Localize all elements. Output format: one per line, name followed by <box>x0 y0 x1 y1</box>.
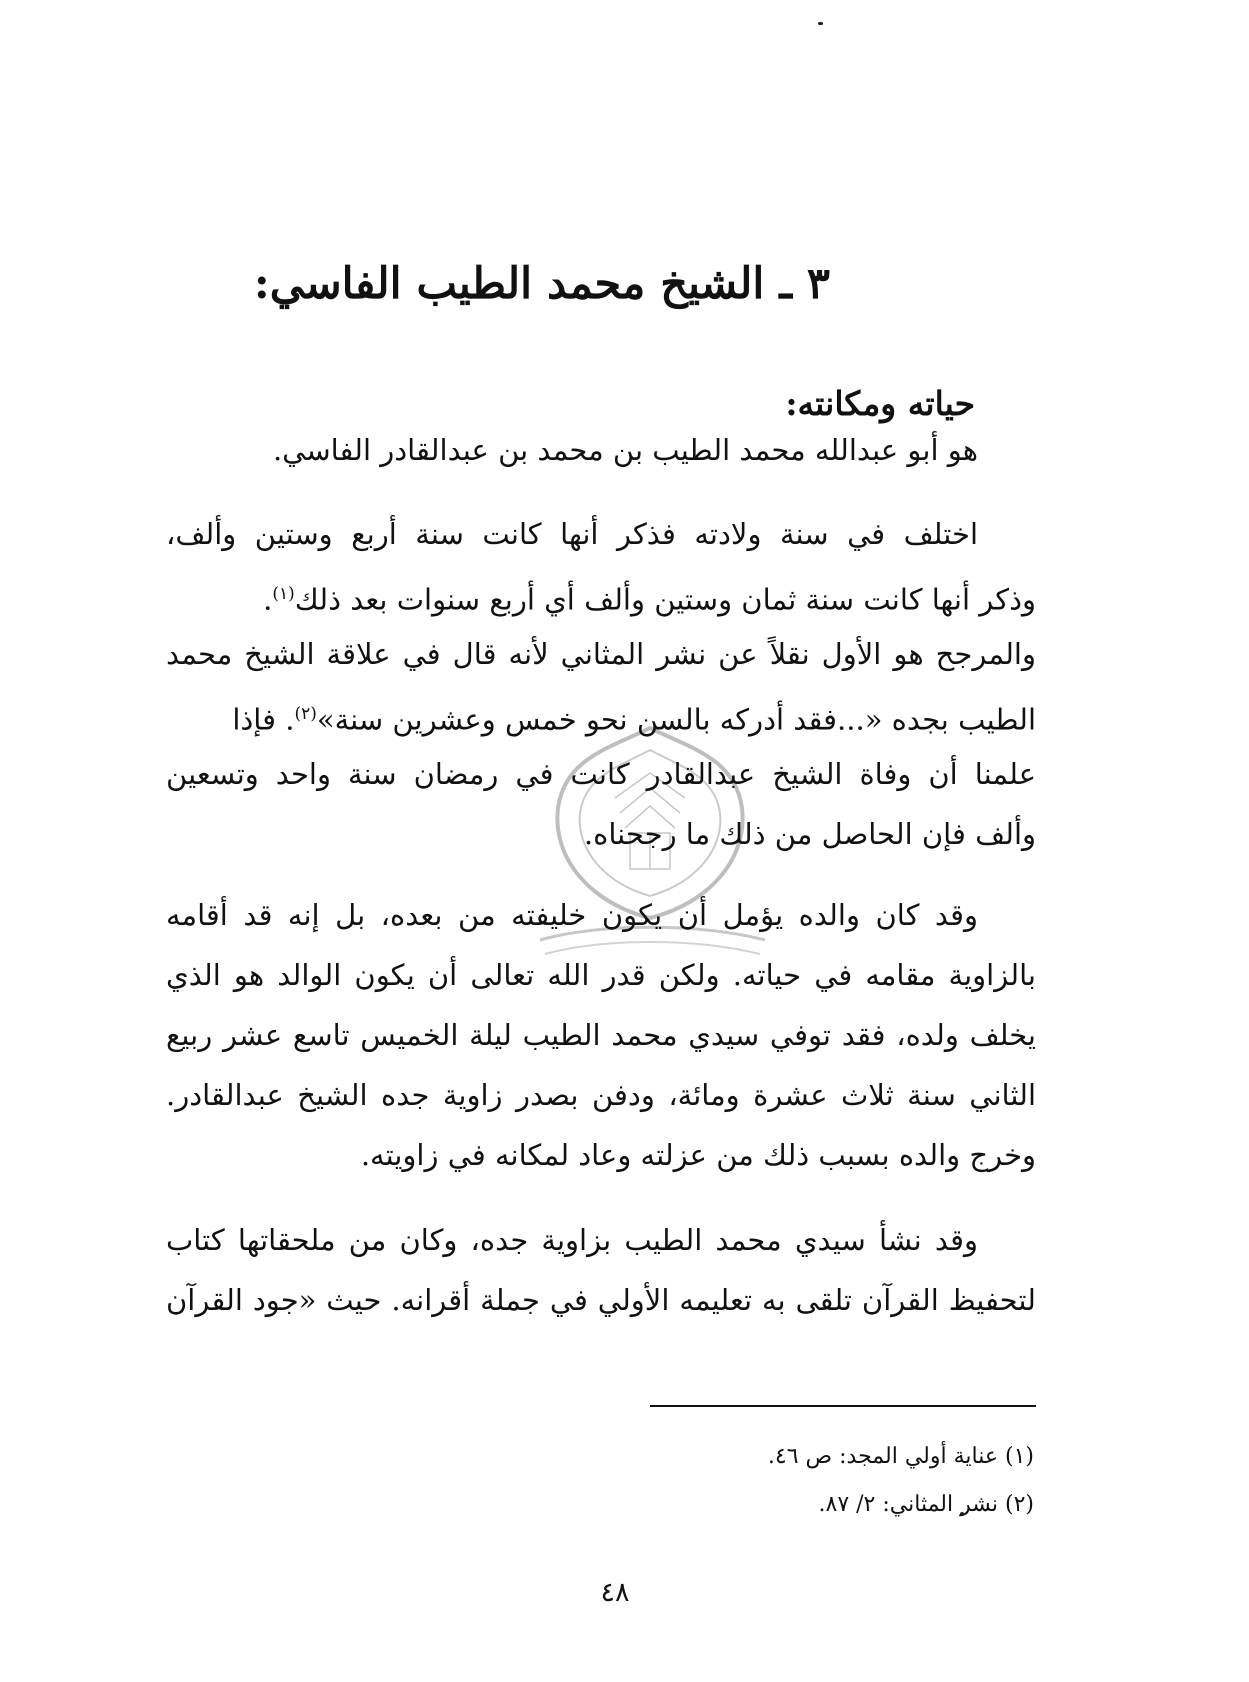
footnote-divider <box>650 1405 1036 1407</box>
text-line: وخرج والده بسبب ذلك من عزلته وعاد لمكانه في زاويته. <box>360 1138 1036 1172</box>
text-line: وقد نشأ سيدي محمد الطيب بزاوية جده، وكان من ملحقاتها كتاب <box>166 1223 978 1257</box>
text-line: لتحفيظ القرآن تلقى به تعليمه الأولي في جملة أقرانه. حيث «جود القرآن <box>166 1283 1036 1317</box>
text-line-content: الطيب بجده «...فقد أدركه بالسن نحو خمس وعشرين سنة» <box>316 702 1036 737</box>
text-line: الثاني سنة ثلاث عشرة ومائة، ودفن بصدر زاوية جده الشيخ عبدالقادر. <box>166 1078 1036 1112</box>
footnote: (٢) نشر المثاني: ٢/ ٨٧. <box>818 1492 1034 1517</box>
section-heading: حياته ومكانته: <box>785 384 975 423</box>
text-line-tail: . فإذا <box>232 702 295 737</box>
chapter-heading: ٣ ـ الشيخ محمد الطيب الفاسي: <box>253 259 830 309</box>
footnote-ref: (١) <box>272 584 295 604</box>
text-line: يخلف ولده، فقد توفي سيدي محمد الطيب ليلة الخميس تاسع عشر ربيع <box>166 1018 1036 1052</box>
text-line: وألف فإن الحاصل من ذلك ما رجحناه. <box>583 817 1036 851</box>
footnote-ref: (٢) <box>294 704 317 724</box>
text-line: وقد كان والده يؤمل أن يكون خليفته من بعده، بل إنه قد أقامه <box>166 898 978 932</box>
text-line: وذكر أنها كانت سنة ثمان وستين وألف أي أربع سنوات بعد ذلك$^{(١)}$. <box>263 582 1036 617</box>
text-line: علمنا أن وفاة الشيخ عبدالقادر كانت في رمضان سنة واحد وتسعين <box>166 757 1036 791</box>
scan-speck <box>818 22 823 25</box>
text-line: بالزاوية مقامه في حياته. ولكن قدر الله تعالى أن يكون الوالد هو الذي <box>166 958 1036 992</box>
text-line: والمرجح هو الأول نقلاً عن نشر المثاني لأنه قال في علاقة الشيخ محمد <box>166 637 1036 671</box>
text-line-content: وذكر أنها كانت سنة ثمان وستين وألف أي أربع سنوات بعد ذلك <box>294 582 1036 617</box>
page-number: ٤٨ <box>600 1577 630 1608</box>
text-line <box>166 684 1036 744</box>
text-line: اختلف في سنة ولادته فذكر أنها كانت سنة أربع وستين وألف، <box>166 517 978 551</box>
footnote: (١) عناية أولي المجد: ص ٤٦. <box>767 1444 1034 1469</box>
text-line: هو أبو عبدالله محمد الطيب بن محمد بن عبدالقادر الفاسي. <box>272 433 978 467</box>
